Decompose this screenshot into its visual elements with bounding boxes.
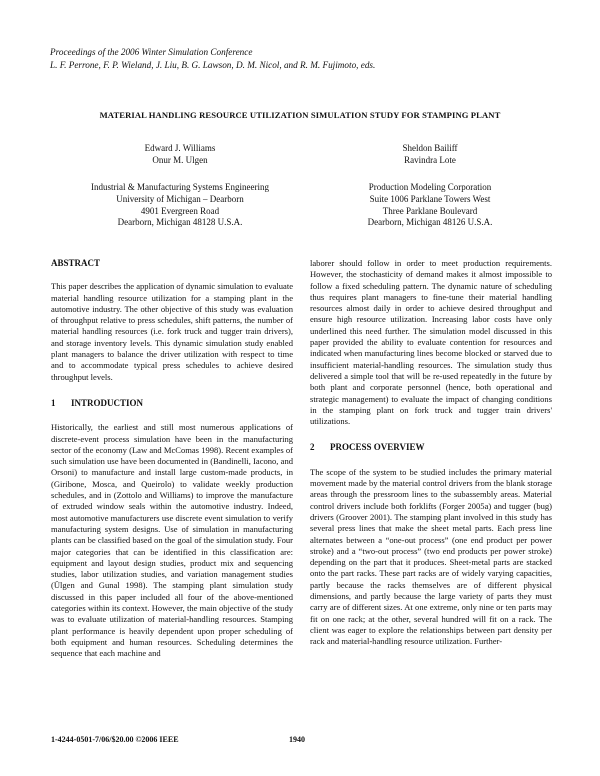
affiliation-line: Industrial & Manufacturing Systems Engineering	[91, 182, 269, 192]
affiliation-line: 4901 Evergreen Road	[140, 205, 220, 216]
affiliation-line: Production Modeling Corporation	[368, 182, 492, 192]
author-name: Sheldon Bailiff	[402, 143, 458, 153]
affiliation-right	[320, 182, 540, 229]
section-number: 2	[310, 442, 315, 453]
section-title: INTRODUCTION	[71, 397, 144, 408]
section-heading-introduction	[51, 398, 293, 409]
right-column	[310, 258, 552, 648]
affiliation-line: University of Michigan – Dearborn	[116, 193, 244, 204]
author-name: Ravindra Lote	[404, 154, 456, 165]
intro-text: Historically, the earliest and still most numerous applications of discrete-event process simulation have been in the manufacturing sector of the economy (Law and McComas 1998). Recent examples of such simulation use have been documented in (Bandinelli, Iacono, and Orsoni) to manufacture and install large custom-made products, in (Giribone, Mosca, and Queirolo) to validate weekly production schedules, and in (Zottolo and Williams) to improve the manufacture of extruded window seals within the automotive industry. Indeed, most automotive manufacturers use discrete event simulation to verify manufacturing system designs. Use of simulation in manufacturing plants can be classified based on the goal of the simulation study. Four major categories that can be identified in this classification are: equipment and layout design studies, product mix and sequencing studies, labor utilization studies, and variation management studies (Ülgen and Gunal 1998). The stamping plant simulation study discussed in this paper included all four of the above-mentioned categories within its context. However, the main objective of the study was to evaluate utilization of material-handling resources. Stamping plant performance is heavily dependent upon proper scheduling of both equipment and human resources. Scheduling determines the sequence that each machine and	[51, 422, 293, 659]
proceedings-title: Proceedings of the 2006 Winter Simulation Conference	[50, 47, 253, 57]
paper-title: MATERIAL HANDLING RESOURCE UTILIZATION SIMULATION STUDY FOR STAMPING PLANT	[99, 110, 501, 120]
section-number: 1	[51, 397, 56, 408]
page-number: 1940	[289, 735, 305, 744]
proceedings-editors: L. F. Perrone, F. P. Wieland, J. Liu, B. G. Lawson, D. M. Nicol, and R. M. Fujimoto, eds.	[50, 59, 376, 70]
affiliation-line: Dearborn, Michigan 48126 U.S.A.	[367, 217, 493, 228]
affiliation-left	[55, 182, 305, 229]
authors-right	[340, 143, 520, 167]
intro-continued-text: laborer should follow in order to meet production requirements. However, the stochasticity of demand makes it almost impossible to follow a fixed scheduling pattern. The dynamic nature of scheduling thus requires plant managers to fine-tune their material handling resources almost daily in order to achieve desired throughput and ensure high resource utilization. Increasing labor costs have only underlined this need further. The simulation model discussed in this paper provided the ability to evaluate contention for resources and indicated when manufacturing lines become blocked or starved due to insufficient material-handling resources. The simulation study thus delivered a simple tool that will be re-used repeatedly in the future by both plant and corporate personnel (hence, both operational and strategic management) to evaluate the impact of changing conditions in the stamping plant on fork truck and tugger train drivers' utilizations.	[310, 258, 552, 427]
abstract-text: This paper describes the application of dynamic simulation to evaluate material handling resource utilization for a stamping plant in the automotive industry. The other objective of this study was evaluation of throughput relative to press schedules, shift patterns, the number of material handling resources (i.e. fork truck and tugger train drivers), and storage inventory levels. This dynamic simulation study enabled plant managers to balance the driver utilization with respect to time and to accommodate typical press schedules to achieve desired throughput levels.	[51, 281, 293, 382]
abstract-heading: ABSTRACT	[51, 258, 101, 268]
proceedings-header	[50, 46, 550, 71]
author-name: Edward J. Williams	[144, 143, 216, 153]
footer-isbn: 1-4244-0501-7/06/$20.00 ©2006 IEEE	[51, 735, 179, 744]
author-name: Onur M. Ulgen	[152, 154, 208, 165]
affiliation-line: Dearborn, Michigan 48128 U.S.A.	[117, 217, 243, 228]
authors-left	[90, 143, 270, 167]
affiliation-line: Suite 1006 Parklane Towers West	[369, 193, 491, 204]
section-title: PROCESS OVERVIEW	[330, 442, 425, 453]
section-heading-process-overview	[310, 442, 552, 453]
left-column	[51, 258, 293, 660]
affiliation-line: Three Parklane Boulevard	[382, 205, 478, 216]
process-text: The scope of the system to be studied includes the primary material movement made by the material control drivers from the blank storage areas through the pressroom lines to the subassembly areas. Material control drivers include both forklifts (Forger 2005a) and tugger (bug) drivers (Groover 2001). The stamping plant involved in this study has several press lines that make the sheet metal parts. Each press line alternates between a “one-out process” (one end product per power stroke) and a “two-out process” (two end products per power stroke) depending on the part that it produces. Sheet-metal parts are stacked onto the part racks. These part racks are of widely varying capacities, partly because the racks themselves are of different physical dimensions, and partly because the large variety of parts they must carry are of different sizes. At one extreme, only nine or ten parts may fit on one rack; at the other, several hundred will fit on a rack. The client was eager to explore the relationships between part density per rack and material-handling resource utilization. Further-	[310, 466, 552, 647]
